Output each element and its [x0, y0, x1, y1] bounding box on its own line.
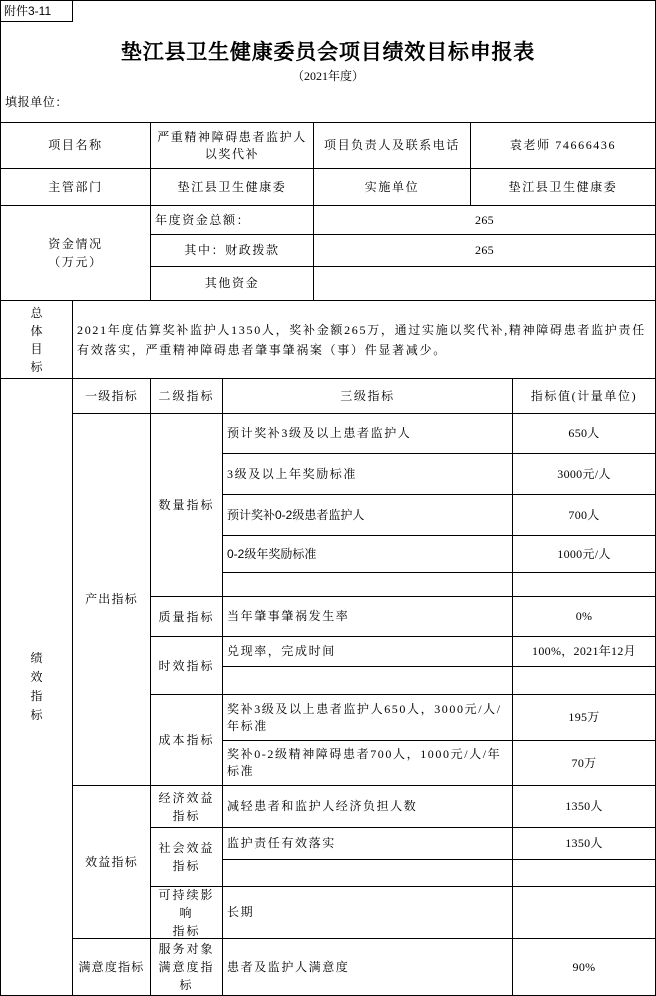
funds-label-text [48, 235, 102, 271]
quality-item-1: 当年肇事肇祸发生率 [222, 596, 513, 637]
header-value: 指标值(计量单位) [512, 378, 656, 414]
funds-label [0, 205, 151, 301]
timeliness-value-1: 100%，2021年12月 [512, 636, 656, 667]
overall-goal-label [0, 300, 73, 379]
project-contact-label: 项目负责人及联系电话 [313, 122, 471, 169]
performance-indicators-label-text: 绩效指标 [30, 651, 43, 722]
header-level2: 二级指标 [150, 378, 223, 414]
reporting-unit-label: 填报单位： [5, 95, 69, 109]
satisfaction-value-1: 90% [512, 938, 656, 996]
cost-value-1: 195万 [512, 694, 656, 741]
timeliness-item-1: 兑现率，完成时间 [222, 636, 513, 667]
timeliness-item-2 [222, 666, 513, 695]
funds-fiscal-label: 其中：财政拨款 [150, 234, 314, 267]
timeliness-value-2 [512, 666, 656, 695]
funds-label-unit: （万元） [48, 255, 103, 269]
social-value-2 [512, 859, 656, 887]
funds-total-label: 年度资金总额： [150, 205, 314, 235]
satisfaction-item-1: 患者及监护人满意度 [222, 938, 513, 996]
level2-economic: 经济效益指标 [150, 785, 223, 828]
economic-item-1: 减轻患者和监护人经济负担人数 [222, 785, 513, 828]
quantity-item-4: 0-2级年奖励标准 [222, 535, 513, 573]
quality-value-1: 0% [512, 596, 656, 637]
sustainable-value-1 [512, 886, 656, 939]
level2-quantity: 数量指标 [150, 413, 223, 597]
department-value: 垫江县卫生健康委 [150, 168, 314, 206]
cost-item-2: 奖补0-2级精神障碍患者700人，1000元/人/年标准 [222, 740, 513, 786]
quantity-item-5 [222, 572, 513, 597]
project-name-label: 项目名称 [0, 122, 151, 169]
quantity-value-3: 700人 [512, 494, 656, 536]
social-value-1: 1350人 [512, 827, 656, 860]
economic-value-1: 1350人 [512, 785, 656, 828]
funds-other-value [313, 266, 656, 301]
level1-satisfaction: 满意度指标 [72, 938, 151, 996]
cost-item-1: 奖补3级及以上患者监护人650人，3000元/人/年标准 [222, 694, 513, 741]
level2-sustainable-line-1: 可持续影响 [158, 887, 215, 920]
quantity-item-1: 预计奖补3级及以上患者监护人 [222, 413, 513, 454]
level2-service-satisfaction: 服务对象满意度指标 [150, 938, 223, 996]
level2-sustainable-line-2: 指标 [172, 923, 201, 938]
attachment-label: 附件3-11 [0, 0, 73, 22]
quantity-item-2: 3级及以上年奖励标准 [222, 453, 513, 495]
funds-label-title: 资金情况 [48, 237, 103, 251]
level2-sustainable-text [154, 886, 219, 939]
level1-benefit: 效益指标 [72, 785, 151, 939]
level2-sustainable [150, 886, 223, 939]
quantity-value-5 [512, 572, 656, 597]
sustainable-item-1: 长期 [222, 886, 513, 939]
level2-social: 社会效益指标 [150, 827, 223, 887]
form-title: 垫江县卫生健康委员会项目绩效目标申报表 [120, 40, 536, 64]
social-item-1: 监护责任有效落实 [222, 827, 513, 860]
header-level1: 一级指标 [72, 378, 151, 414]
quantity-value-2: 3000元/人 [512, 453, 656, 495]
funds-fiscal-value: 265 [313, 234, 656, 267]
overall-goal-label-text: 总体目标 [30, 305, 43, 374]
quantity-value-1: 650人 [512, 413, 656, 454]
level2-quality: 质量指标 [150, 596, 223, 637]
implementer-label: 实施单位 [313, 168, 471, 206]
project-name-value: 严重精神障碍患者监护人以奖代补 [150, 122, 314, 169]
level1-output: 产出指标 [72, 413, 151, 786]
cost-value-2: 70万 [512, 740, 656, 786]
overall-goal-text: 2021年度估算奖补监护人1350人，奖补金额265万，通过实施以奖代补,精神障碍患者监护责任有效落实，严重精神障碍患者肇事肇祸案（事）件显著减少。 [72, 300, 656, 379]
implementer-value: 垫江县卫生健康委 [470, 168, 656, 206]
quantity-value-4: 1000元/人 [512, 535, 656, 573]
header-level3: 三级指标 [222, 378, 513, 414]
quantity-item-3: 预计奖补0-2级患者监护人 [222, 494, 513, 536]
social-item-2 [222, 859, 513, 887]
performance-indicators-label [0, 378, 73, 996]
funds-total-value: 265 [313, 205, 656, 235]
form-year: （2021年度） [291, 69, 364, 83]
department-label: 主管部门 [0, 168, 151, 206]
level2-timeliness: 时效指标 [150, 636, 223, 695]
project-contact-value: 袁老师 74666436 [470, 122, 656, 169]
level2-cost: 成本指标 [150, 694, 223, 786]
funds-other-label: 其他资金 [150, 266, 314, 301]
